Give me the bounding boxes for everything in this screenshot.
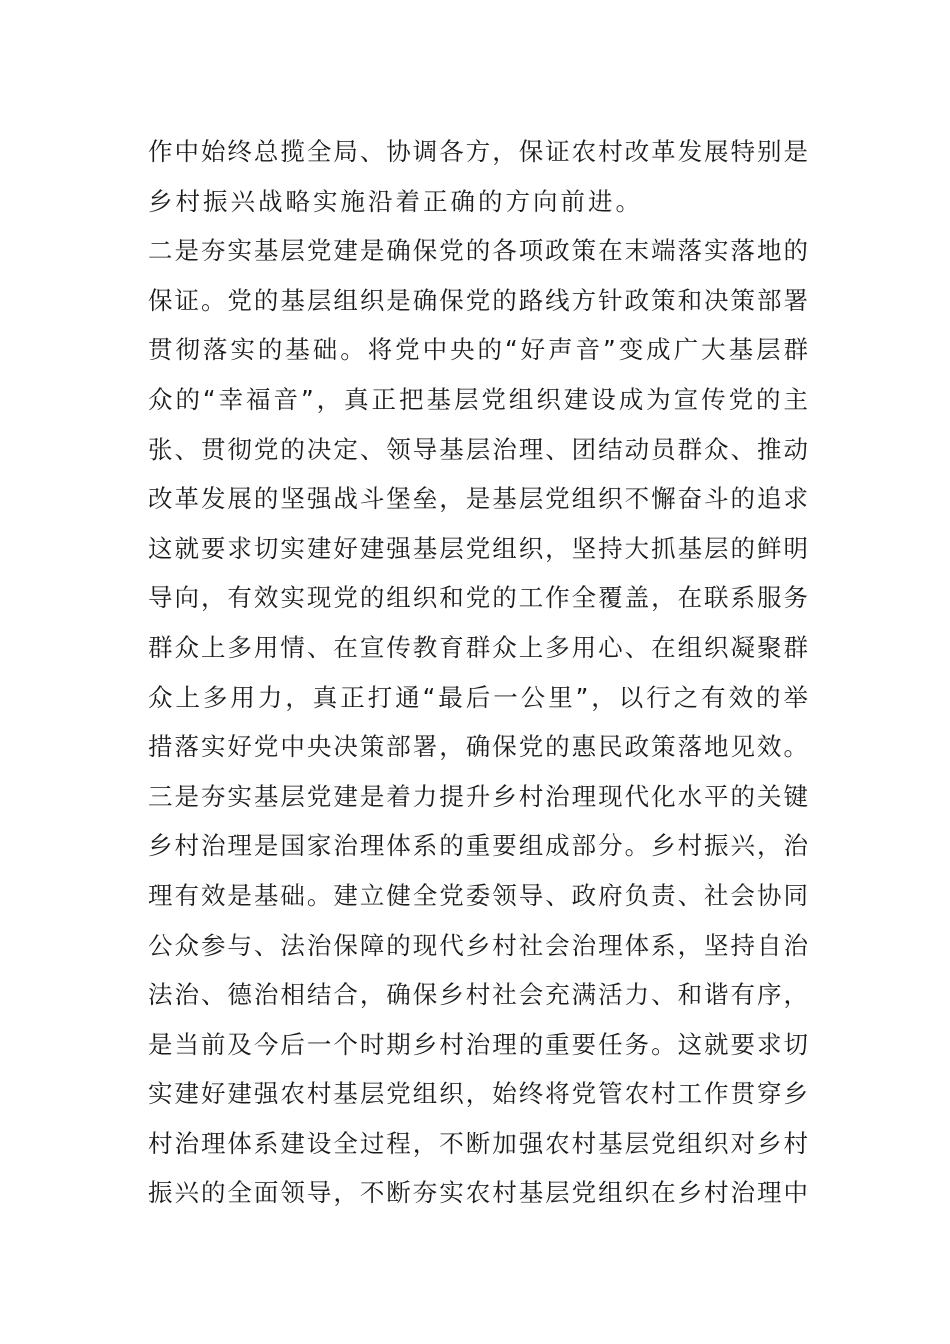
text-line: 导向，有效实现党的组织和党的工作全覆盖，在联系服务 xyxy=(148,583,808,613)
text-line: 张、贯彻党的决定、领导基层治理、团结动员群众、推动 xyxy=(148,434,808,464)
text-line: 二是夯实基层党建是确保党的各项政策在末端落实落地的 xyxy=(148,236,808,266)
text-line: 措落实好党中央决策部署，确保党的惠民政策落地见效。 xyxy=(148,732,808,762)
text-line: 乡村振兴战略实施沿着正确的方向前进。 xyxy=(148,186,643,216)
text-line: 作中始终总揽全局、协调各方，保证农村改革发展特别是 xyxy=(148,137,808,166)
text-line: 改革发展的坚强战斗堡垒，是基层党组织不懈奋斗的追求 xyxy=(148,484,808,514)
text-line: 是当前及今后一个时期乡村治理的重要任务。这就要求切 xyxy=(148,1029,808,1059)
text-line: 三是夯实基层党建是着力提升乡村治理现代化水平的关键 xyxy=(148,781,808,811)
text-line: 理有效是基础。建立健全党委领导、政府负责、社会协同 xyxy=(148,880,808,910)
text-line: 保证。党的基层组织是确保党的路线方针政策和决策部署 xyxy=(148,285,808,315)
text-line: 村治理体系建设全过程，不断加强农村基层党组织对乡村 xyxy=(148,1128,808,1158)
text-line: 实建好建强农村基层党组织，始终将党管农村工作贯穿乡 xyxy=(148,1079,808,1109)
text-line: 振兴的全面领导，不断夯实农村基层党组织在乡村治理中 xyxy=(148,1178,808,1208)
text-line: 公众参与、法治保障的现代乡村社会治理体系，坚持自治 xyxy=(148,930,808,960)
text-line: 众上多用力，真正打通“最后一公里”，以行之有效的举 xyxy=(148,682,808,712)
text-line: 乡村治理是国家治理体系的重要组成部分。乡村振兴，治 xyxy=(148,831,808,861)
text-line: 贯彻落实的基础。将党中央的“好声音”变成广大基层群 xyxy=(148,335,808,365)
body-text xyxy=(148,131,808,1222)
text-line: 众的“幸福音”，真正把基层党组织建设成为宣传党的主 xyxy=(148,384,808,414)
text-line: 法治、德治相结合，确保乡村社会充满活力、和谐有序， xyxy=(148,980,808,1010)
text-line: 这就要求切实建好建强基层党组织，坚持大抓基层的鲜明 xyxy=(148,533,808,563)
text-line: 群众上多用情、在宣传教育群众上多用心、在组织凝聚群 xyxy=(148,632,808,662)
